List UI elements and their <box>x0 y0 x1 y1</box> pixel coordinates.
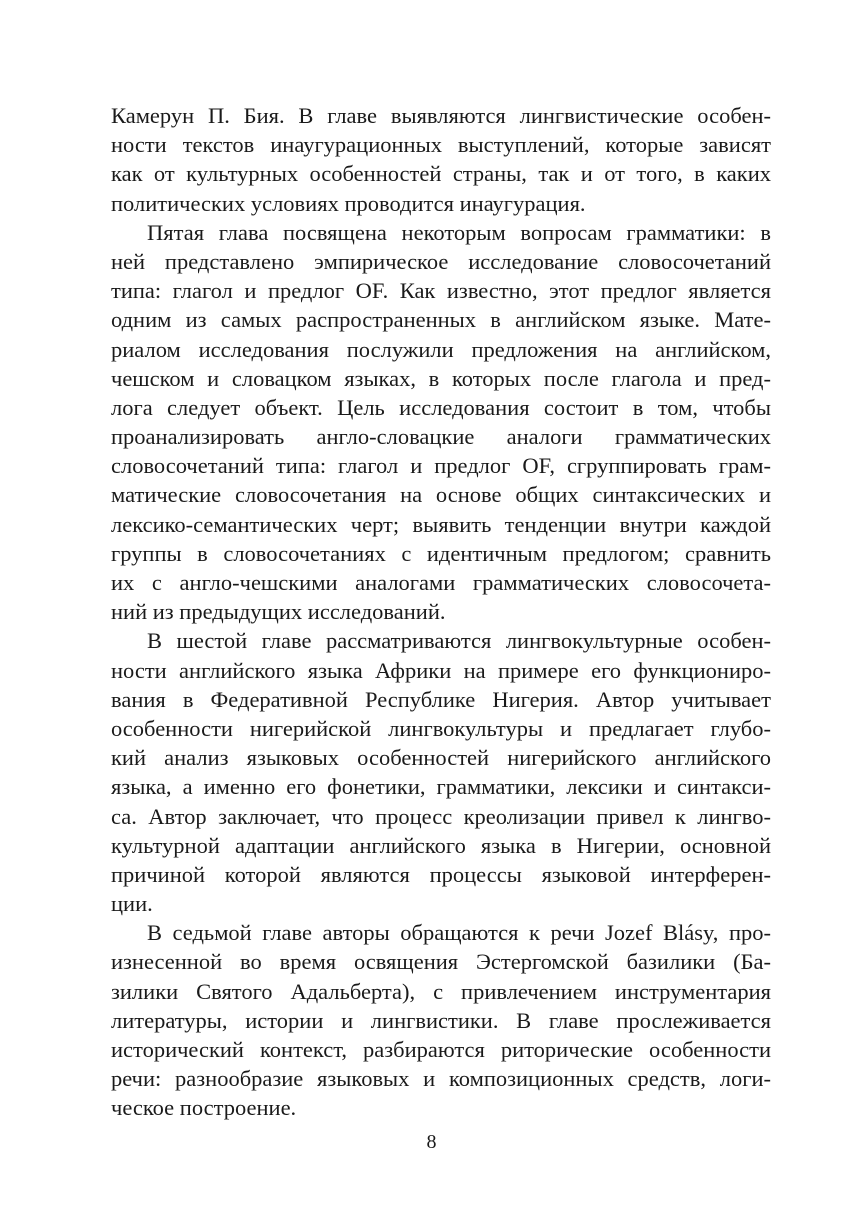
text-line: кий анализ языковых особенностей нигерийского английского <box>111 745 771 771</box>
paragraph-3 <box>111 626 771 918</box>
text-line: политических условиях проводится инаугурация. <box>111 190 586 216</box>
text-line: ческое построение. <box>111 1095 297 1121</box>
page-number: 8 <box>426 1131 437 1153</box>
text-line: изнесенной во время освящения Эстергомской базилики (Ба- <box>111 949 771 975</box>
text-line: ности текстов инаугурационных выступлений, которые зависят <box>111 132 771 158</box>
text-line: словосочетаний типа: глагол и предлог OF, сгруппировать грам- <box>111 453 771 479</box>
text-line: особенности нигерийской лингвокультуры и предлагает глубо- <box>111 715 771 741</box>
text-line: культурной адаптации английского языка в Нигерии, основной <box>111 832 771 858</box>
text-line: чешском и словацком языках, в которых после глагола и пред- <box>111 365 771 391</box>
paragraph-2 <box>111 218 771 627</box>
text-line: речи: разнообразие языковых и композиционных средств, логи- <box>111 1066 771 1092</box>
text-line: литературы, истории и лингвистики. В главе прослеживается <box>111 1007 771 1033</box>
text-line: языка, а именно его фонетики, грамматики, лексики и синтакси- <box>111 774 771 800</box>
text-line: ний из предыдущих исследований. <box>111 599 446 625</box>
page-body <box>111 101 771 1123</box>
text-line: матические словосочетания на основе общих синтаксических и <box>111 482 771 508</box>
text-line: ней представлено эмпирическое исследование словосочетаний <box>111 248 771 274</box>
text-line: типа: глагол и предлог OF. Как известно, этот предлог является <box>111 278 771 304</box>
text-line: Пятая глава посвящена некоторым вопросам грамматики: в <box>147 219 771 245</box>
text-line: лексико-семантических черт; выявить тенденции внутри каждой <box>111 511 771 537</box>
text-line: вания в Федеративной Республике Нигерия. Автор учитывает <box>111 686 771 712</box>
text-line: риалом исследования послужили предложения на английском, <box>111 336 771 362</box>
text-line: одним из самых распространенных в английском языке. Мате- <box>111 307 771 333</box>
text-line: са. Автор заключает, что процесс креолизации привел к лингво- <box>111 803 771 829</box>
text-line: зилики Святого Адальберта), с привлечением инструментария <box>111 978 771 1004</box>
text-line: их с англо-чешскими аналогами грамматических словосочета- <box>111 570 771 595</box>
text-line: В шестой главе рассматриваются лингвокультурные особен- <box>147 628 771 654</box>
text-line: В седьмой главе авторы обращаются к речи Jozef Blásy, про- <box>147 920 771 946</box>
text-line: лога следует объект. Цель исследования состоит в том, чтобы <box>111 394 771 420</box>
text-line: ности английского языка Африки на примере его функциониро- <box>111 657 771 683</box>
text-line: исторический контекст, разбираются риторические особенности <box>111 1037 771 1062</box>
text-line: ции. <box>111 891 153 917</box>
text-line: причиной которой являются процессы языковой интерферен- <box>111 861 771 887</box>
paragraph-4 <box>111 918 771 1122</box>
paragraph-1 <box>111 101 771 218</box>
text-line: проанализировать англо-словацкие аналоги грамматических <box>111 424 771 450</box>
text-line: группы в словосочетаниях с идентичным предлогом; сравнить <box>111 540 771 566</box>
text-line: Камерун П. Бия. В главе выявляются лингвистические особен- <box>111 103 771 128</box>
text-line: как от культурных особенностей страны, так и от того, в каких <box>111 161 771 187</box>
